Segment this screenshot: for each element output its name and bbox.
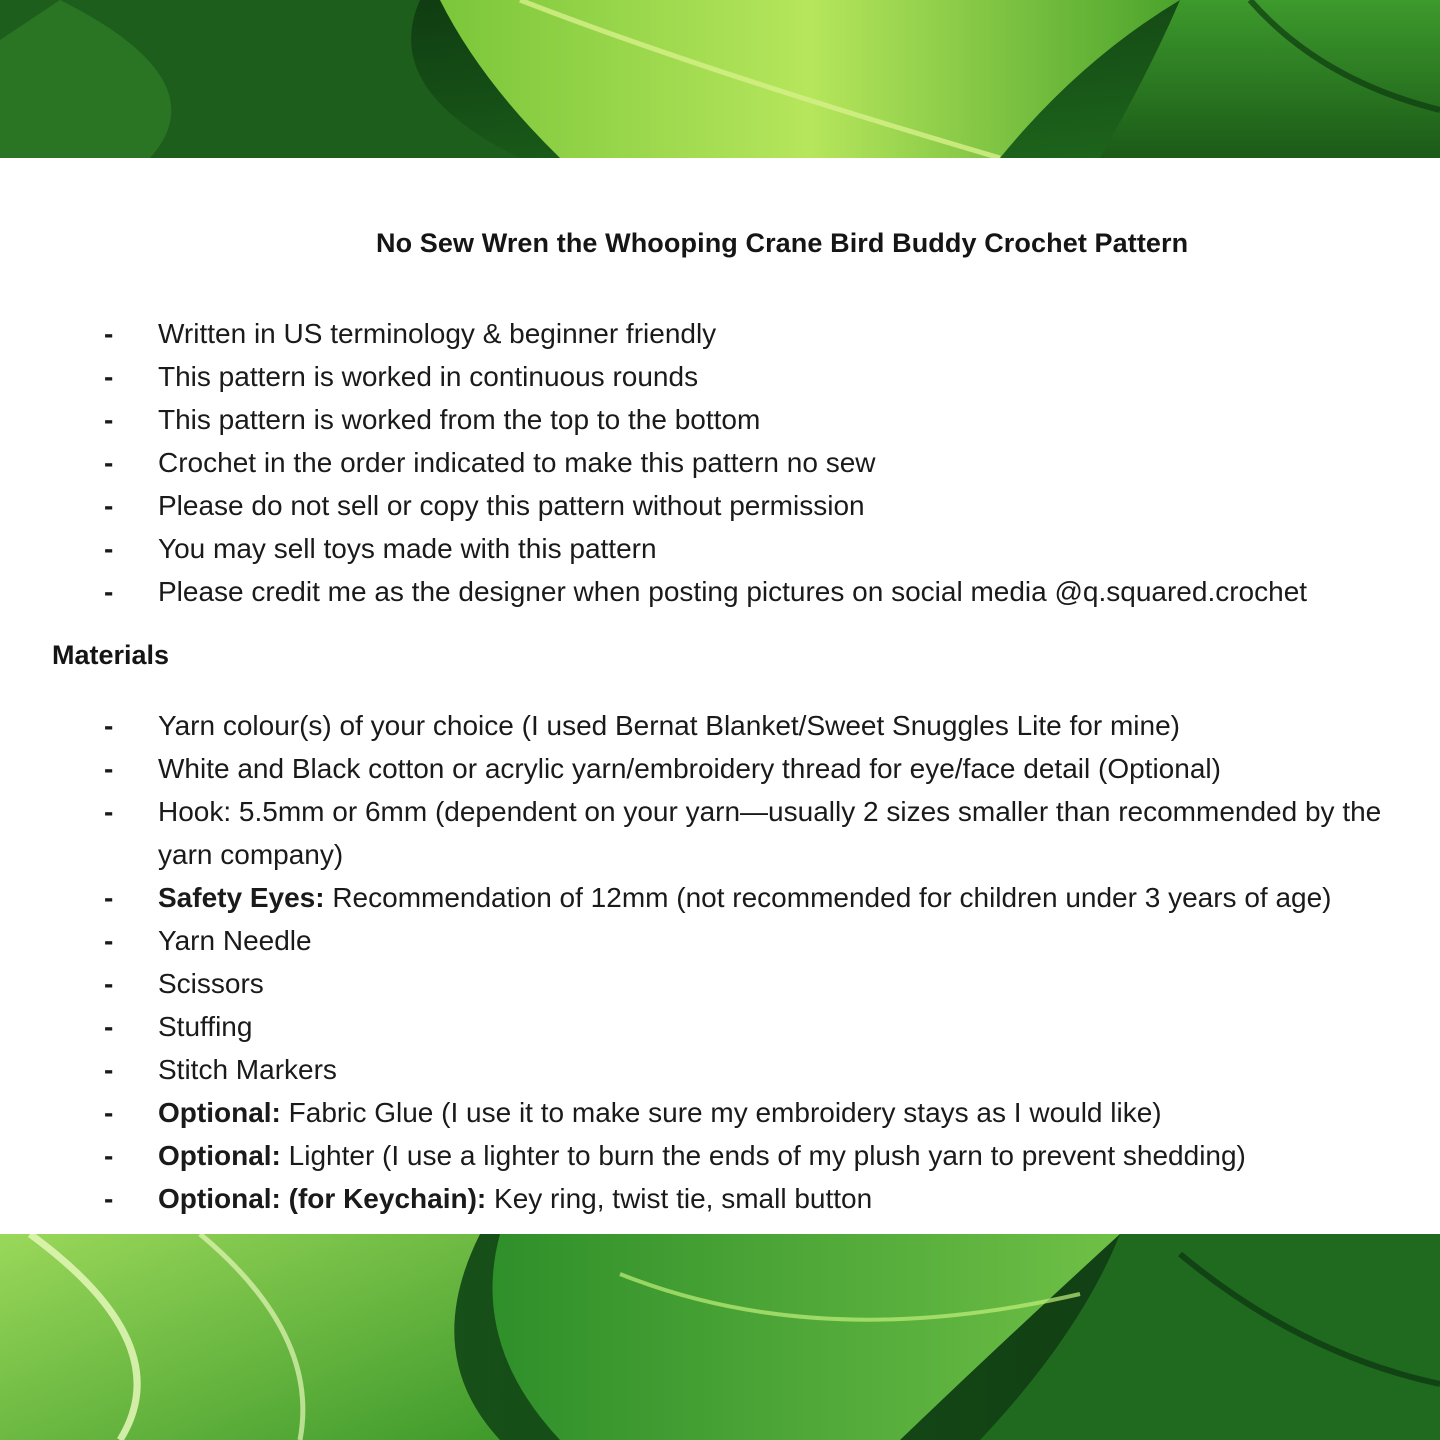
materials-list-item [0, 747, 1438, 790]
materials-list-item [0, 1048, 1438, 1091]
intro-item-text: Please do not sell or copy this pattern without permission [158, 490, 865, 521]
materials-item-text: Stitch Markers [158, 1054, 337, 1085]
pattern-document [0, 158, 1440, 1234]
bullet-dash: - [104, 404, 114, 435]
bullet-dash: - [104, 1011, 114, 1042]
bullet-dash: - [104, 968, 114, 999]
materials-list-item [0, 704, 1438, 747]
bullet-dash: - [104, 533, 114, 564]
bullet-dash: - [104, 1140, 114, 1171]
leaf-photo-top [0, 0, 1440, 158]
bullet-dash: - [104, 318, 114, 349]
materials-item-text: White and Black cotton or acrylic yarn/embroidery thread for eye/face detail (Optional) [158, 753, 1221, 784]
intro-list-item [0, 355, 1438, 398]
materials-item-text: Lighter (I use a lighter to burn the ends of my plush yarn to prevent shedding) [288, 1140, 1246, 1171]
materials-list-item [0, 1091, 1438, 1134]
bullet-dash: - [104, 1183, 114, 1214]
materials-item-text: Key ring, twist tie, small button [494, 1183, 873, 1214]
materials-bullet-list [0, 704, 1438, 1220]
materials-item-text: Scissors [158, 968, 264, 999]
materials-item-text: Stuffing [158, 1011, 253, 1042]
intro-item-text: You may sell toys made with this pattern [158, 533, 657, 564]
intro-list-item [0, 441, 1438, 484]
intro-item-text: Crochet in the order indicated to make this pattern no sew [158, 447, 876, 478]
bullet-dash: - [104, 796, 114, 827]
bullet-dash: - [104, 1054, 114, 1085]
bullet-dash: - [104, 490, 114, 521]
leaf-background-bottom-graphic [0, 1234, 1440, 1440]
intro-item-text: Written in US terminology & beginner friendly [158, 318, 717, 349]
materials-list-item [0, 790, 1438, 876]
bullet-dash: - [104, 576, 114, 607]
intro-list-item [0, 570, 1438, 613]
bullet-dash: - [104, 361, 114, 392]
intro-bullet-list [0, 312, 1438, 613]
intro-item-text: This pattern is worked in continuous rounds [158, 361, 699, 392]
materials-list-item [0, 1177, 1438, 1220]
bullet-dash: - [104, 447, 114, 478]
materials-list-item [0, 1134, 1438, 1177]
materials-item-text: Hook: 5.5mm or 6mm (dependent on your yarn—usually 2 sizes smaller than recommended by the yarn company) [158, 796, 1382, 870]
intro-list-item [0, 398, 1438, 441]
leaf-background-top-graphic [0, 0, 1440, 158]
intro-item-text: This pattern is worked from the top to the bottom [158, 404, 761, 435]
document-title: No Sew Wren the Whooping Crane Bird Buddy Crochet Pattern [376, 228, 1189, 258]
bullet-dash: - [104, 925, 114, 956]
materials-item-text: Yarn colour(s) of your choice (I used Bernat Blanket/Sweet Snuggles Lite for mine) [158, 710, 1180, 741]
bullet-dash: - [104, 882, 114, 913]
materials-list-item [0, 962, 1438, 1005]
materials-item-text: Fabric Glue (I use it to make sure my embroidery stays as I would like) [288, 1097, 1162, 1128]
intro-list-item [0, 312, 1438, 355]
materials-list-item [0, 919, 1438, 962]
materials-item-label: Optional: [158, 1140, 281, 1171]
intro-list-item [0, 527, 1438, 570]
materials-list-item [0, 876, 1438, 919]
materials-list-item [0, 1005, 1438, 1048]
materials-item-text: Recommendation of 12mm (not recommended for children under 3 years of age) [332, 882, 1332, 913]
bullet-dash: - [104, 1097, 114, 1128]
intro-list-item [0, 484, 1438, 527]
bullet-dash: - [104, 710, 114, 741]
intro-item-text: Please credit me as the designer when posting pictures on social media @q.squared.crochet [158, 576, 1308, 607]
materials-item-label: Optional: [158, 1097, 281, 1128]
materials-heading: Materials [52, 640, 170, 670]
materials-item-label: Safety Eyes: [158, 882, 325, 913]
materials-item-label: Optional: (for Keychain): [158, 1183, 487, 1214]
materials-item-text: Yarn Needle [158, 925, 312, 956]
leaf-photo-bottom [0, 1234, 1440, 1440]
bullet-dash: - [104, 753, 114, 784]
